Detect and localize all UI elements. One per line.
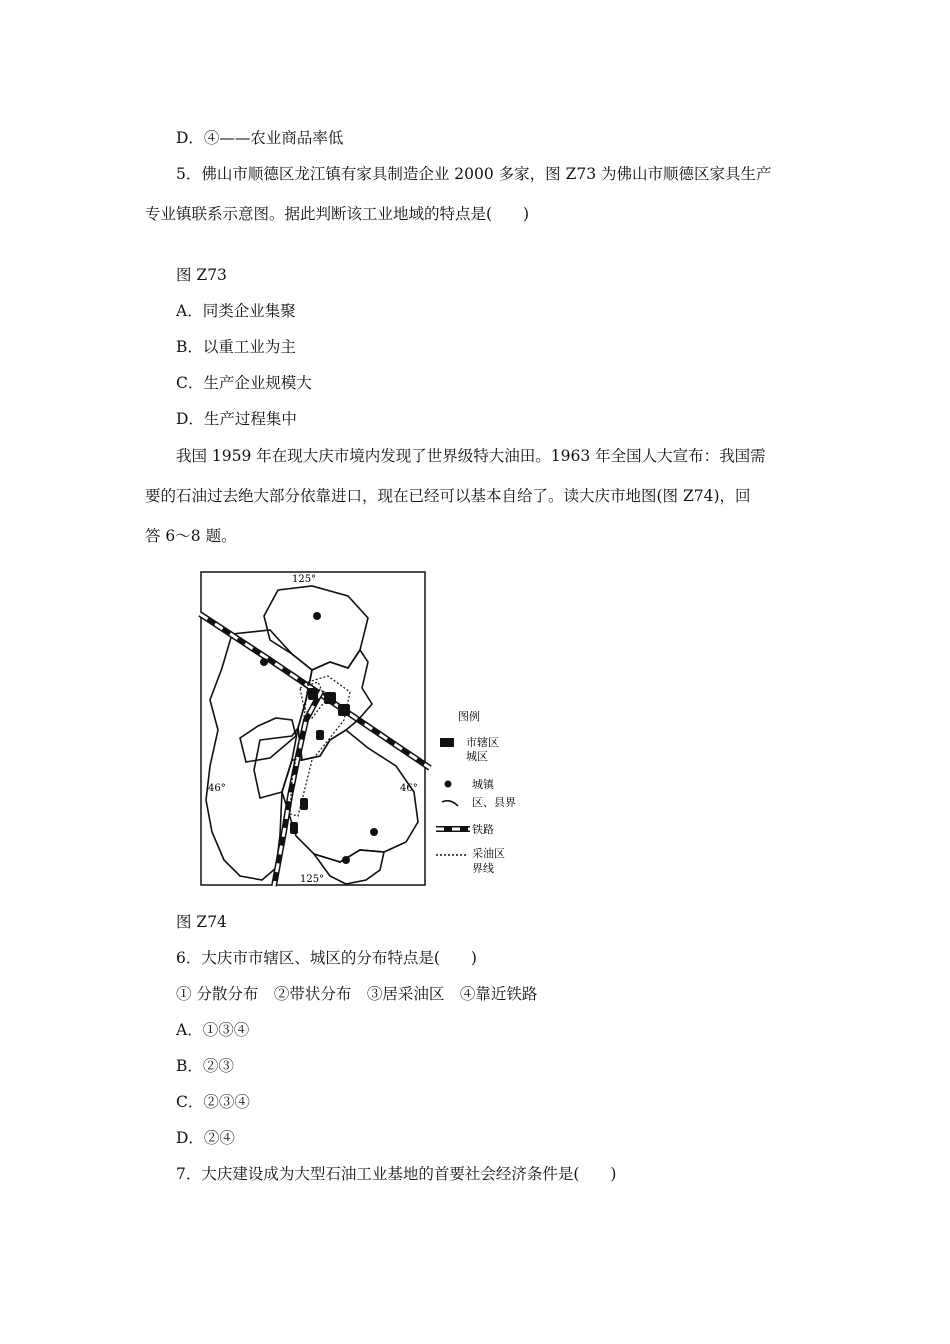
legend-title: 图例	[458, 710, 480, 723]
legend-oil-label-1: 采油区	[472, 847, 505, 860]
railway-line	[200, 614, 430, 886]
legend-city-label-1: 市辖区	[466, 736, 499, 749]
lon-label-bottom: 125°	[300, 874, 325, 885]
daqing-map-figure	[200, 570, 516, 890]
map-legend	[436, 709, 516, 875]
legend-town-label: 城镇	[472, 778, 494, 791]
lon-label-top: 125°	[292, 574, 317, 585]
q5-option-c: C．生产企业规模大	[176, 374, 312, 392]
legend-town-icon	[445, 781, 452, 788]
q5-stem-line1: 5．佛山市顺德区龙江镇有家具制造企业 2000 多家，图 Z73 为佛山市顺德区家具生产	[176, 165, 772, 183]
q6-stem: 6．大庆市市辖区、城区的分布特点是( )	[176, 949, 477, 967]
figure-z74-caption: 图 Z74	[176, 913, 227, 931]
q6-option-c: C．②③④	[176, 1093, 250, 1111]
legend-boundary-icon	[442, 801, 458, 806]
legend-railway-label: 铁路	[472, 823, 494, 836]
intro-line3: 答 6～8 题。	[145, 527, 237, 545]
q4-option-d: D．④——农业商品率低	[176, 129, 344, 147]
figure-z73-caption: 图 Z73	[176, 266, 227, 284]
q6-option-b: B．②③	[176, 1057, 234, 1075]
lat-label-right: 46°	[400, 783, 418, 794]
lat-label-left: 46°	[208, 783, 226, 794]
q5-option-b: B．以重工业为主	[176, 338, 296, 356]
legend-city-icon	[440, 738, 454, 747]
q5-option-d: D．生产过程集中	[176, 410, 297, 428]
q6-option-a: A．①③④	[176, 1021, 250, 1039]
q6-option-d: D．②④	[176, 1129, 235, 1147]
intro-line2: 要的石油过去绝大部分依靠进口，现在已经可以基本自给了。读大庆市地图(图 Z74)，回	[145, 487, 751, 505]
q7-stem: 7．大庆建设成为大型石油工业基地的首要社会经济条件是( )	[176, 1165, 617, 1183]
intro-line1: 我国 1959 年在现大庆市境内发现了世界级特大油田。1963 年全国人大宣布：我国需	[176, 447, 766, 465]
map-frame	[201, 572, 425, 885]
q6-items: ① 分散分布 ②带状分布 ③居采油区 ④靠近铁路	[176, 985, 538, 1003]
legend-boundary-label: 区、县界	[472, 796, 516, 809]
legend-oil-label-2: 界线	[472, 862, 494, 875]
q5-option-a: A．同类企业集聚	[176, 302, 296, 320]
legend-city-label-2: 城区	[466, 750, 488, 763]
q5-stem-line2: 专业镇联系示意图。据此判断该工业地域的特点是( )	[145, 205, 530, 223]
